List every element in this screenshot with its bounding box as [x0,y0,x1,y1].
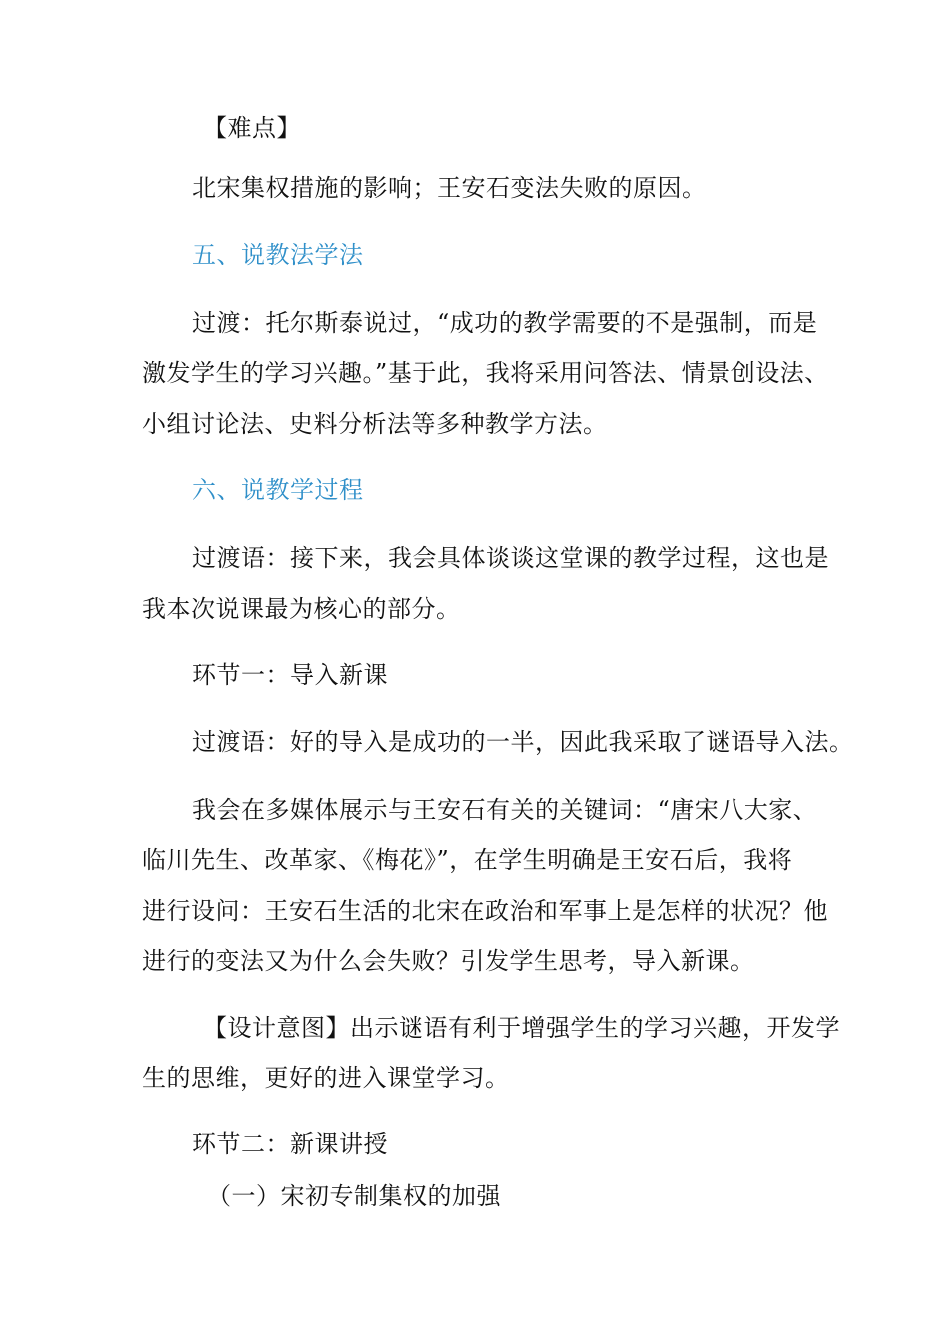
section5-line-2: 激发学生的学习兴趣。”基于此，我将采用问答法、情景创设法、 [142,359,829,387]
design-intent-line-1: 【设计意图】出示谜语有利于增强学生的学习兴趣，开发学 [203,1014,840,1042]
section6-line-1: 过渡语：接下来，我会具体谈谈这堂课的教学过程，这也是 [192,544,829,572]
step2-subsection-1: （一）宋初专制集权的加强 [207,1182,501,1210]
difficulty-heading: 【难点】 [203,114,301,142]
section6-heading: 六、说教学过程 [192,476,364,504]
step1-transition: 过渡语：好的导入是成功的一半，因此我采取了谜语导入法。 [192,728,854,756]
step2-title: 环节二：新课讲授 [192,1130,388,1158]
section6-line-2: 我本次说课最为核心的部分。 [142,595,461,623]
step1-line-2: 临川先生、改革家、《梅花》”，在学生明确是王安石后，我将 [142,846,793,874]
design-intent-line-2: 生的思维，更好的进入课堂学习。 [142,1064,510,1092]
section5-line-3: 小组讨论法、史料分析法等多种教学方法。 [142,410,608,438]
difficulty-text: 北宋集权措施的影响；王安石变法失败的原因。 [192,174,707,202]
section5-line-1: 过渡：托尔斯泰说过，“成功的教学需要的不是强制，而是 [192,309,818,337]
section5-heading: 五、说教法学法 [192,241,364,269]
step1-line-4: 进行的变法又为什么会失败？引发学生思考，导入新课。 [142,947,755,975]
step1-line-1: 我会在多媒体展示与王安石有关的关键词：“唐宋八大家、 [192,796,818,824]
step1-title: 环节一：导入新课 [192,661,388,689]
step1-line-3: 进行设问：王安石生活的北宋在政治和军事上是怎样的状况？他 [142,897,828,925]
